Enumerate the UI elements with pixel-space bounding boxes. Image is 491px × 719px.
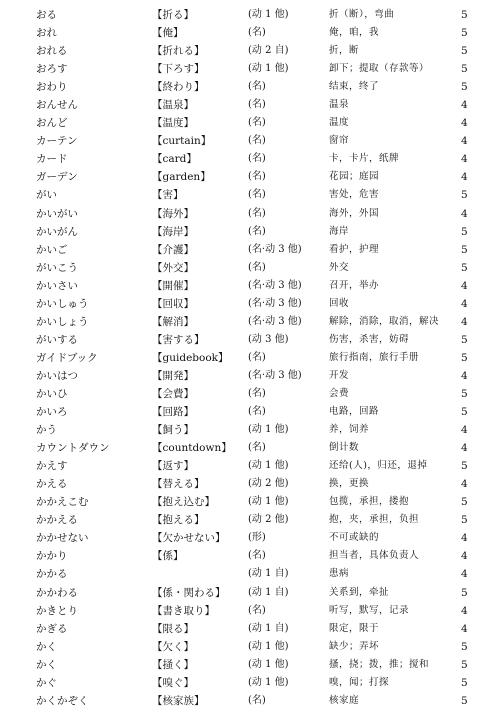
reading-kana: おれる <box>36 45 68 58</box>
kanji-form: 【会費】 <box>152 387 194 400</box>
part-of-speech: (名) <box>248 694 266 706</box>
vocab-entry-row <box>0 385 491 403</box>
chinese-meaning: 养，饲养 <box>329 424 370 436</box>
vocab-entry-row <box>0 493 491 511</box>
part-of-speech: (名) <box>248 81 266 93</box>
reading-kana: かかる <box>36 568 68 581</box>
vocab-entry-row <box>0 6 491 24</box>
jlpt-level: 4 <box>461 532 468 545</box>
kanji-form: 【curtain】 <box>152 135 212 148</box>
vocab-entry-row <box>0 547 491 565</box>
part-of-speech: (名) <box>248 135 266 147</box>
jlpt-level: 4 <box>461 207 468 220</box>
part-of-speech: (名) <box>248 442 266 454</box>
chinese-meaning: 海岸 <box>329 225 350 237</box>
kanji-form: 【回路】 <box>152 406 194 419</box>
reading-kana: かいしょう <box>36 315 89 328</box>
chinese-meaning: 看护，护理 <box>329 243 380 255</box>
jlpt-level: 5 <box>461 9 468 21</box>
reading-kana: かいさい <box>36 279 78 292</box>
reading-kana: おろす <box>36 63 68 76</box>
kanji-form: 【飼う】 <box>152 424 194 437</box>
kanji-form: 【害】 <box>152 189 184 202</box>
vocab-entry-row <box>0 313 491 331</box>
chinese-meaning: 关系到，牵扯 <box>329 586 390 598</box>
jlpt-level: 5 <box>461 640 468 653</box>
jlpt-level: 5 <box>461 333 468 346</box>
reading-kana: かかせない <box>36 532 89 545</box>
part-of-speech: (名) <box>248 99 266 111</box>
chinese-meaning: 温泉 <box>329 99 350 111</box>
chinese-meaning: 开发 <box>329 369 350 381</box>
vocab-entry-row <box>0 168 491 186</box>
jlpt-level: 5 <box>461 676 468 689</box>
part-of-speech: (名) <box>248 406 266 418</box>
jlpt-level: 4 <box>461 297 468 310</box>
jlpt-level: 5 <box>461 694 468 707</box>
chinese-meaning: 患病 <box>329 568 350 580</box>
part-of-speech: (动 1 他) <box>248 9 289 20</box>
part-of-speech: (名) <box>248 27 266 39</box>
kanji-form: 【解消】 <box>152 315 194 328</box>
part-of-speech: (形) <box>248 532 266 544</box>
part-of-speech: (动 1 他) <box>248 460 289 472</box>
vocab-entry-row <box>0 277 491 295</box>
chinese-meaning: 核家庭 <box>329 694 360 706</box>
part-of-speech: (名·动 3 他) <box>248 297 302 309</box>
chinese-meaning: 俺，咱，我 <box>329 27 380 39</box>
kanji-form: 【guidebook】 <box>152 351 229 364</box>
chinese-meaning: 听写，默写，记录 <box>329 604 410 616</box>
jlpt-level: 4 <box>461 117 468 130</box>
jlpt-level: 4 <box>461 568 468 581</box>
reading-kana: カーテン <box>36 135 78 148</box>
vocab-entry-row <box>0 457 491 475</box>
chinese-meaning: 折，断 <box>329 45 360 57</box>
chinese-meaning: 电路，回路 <box>329 406 380 418</box>
reading-kana: ガーデン <box>36 171 78 184</box>
reading-kana: かいひ <box>36 387 68 400</box>
jlpt-level: 5 <box>461 351 468 364</box>
kanji-form: 【折る】 <box>152 9 194 21</box>
kanji-form: 【限る】 <box>152 622 194 635</box>
chinese-meaning: 包揽，承担，搂抱 <box>329 496 410 508</box>
kanji-form: 【介護】 <box>152 243 194 256</box>
vocab-entry-row <box>0 367 491 385</box>
chinese-meaning: 嗅，闻；打探 <box>329 676 390 688</box>
reading-kana: おんせん <box>36 99 78 112</box>
chinese-meaning: 卡，卡片，纸牌 <box>329 153 400 165</box>
vocab-entry-row <box>0 223 491 241</box>
part-of-speech: (名) <box>248 550 266 562</box>
vocab-entry-row <box>0 42 491 60</box>
jlpt-level: 4 <box>461 171 468 184</box>
part-of-speech: (名) <box>248 225 266 237</box>
jlpt-level: 5 <box>461 658 468 671</box>
kanji-form: 【核家族】 <box>152 694 205 707</box>
jlpt-level: 4 <box>461 135 468 148</box>
reading-kana: かえす <box>36 460 68 473</box>
vocab-entry-row <box>0 349 491 367</box>
part-of-speech: (名) <box>248 117 266 129</box>
jlpt-level: 5 <box>461 45 468 58</box>
kanji-form: 【card】 <box>152 153 197 166</box>
part-of-speech: (名) <box>248 387 266 399</box>
kanji-form: 【外交】 <box>152 261 194 274</box>
kanji-form: 【書き取り】 <box>152 604 215 617</box>
part-of-speech: (动 3 他) <box>248 333 289 345</box>
jlpt-level: 4 <box>461 369 468 382</box>
kanji-form: 【海岸】 <box>152 225 194 238</box>
part-of-speech: (动 2 他) <box>248 514 289 526</box>
chinese-meaning: 温度 <box>329 117 350 129</box>
kanji-form: 【折れる】 <box>152 45 205 58</box>
jlpt-level: 4 <box>461 424 468 437</box>
part-of-speech: (名·动 3 他) <box>248 369 302 381</box>
jlpt-level: 4 <box>461 478 468 491</box>
kanji-form: 【返す】 <box>152 460 194 473</box>
part-of-speech: (动 1 他) <box>248 496 289 508</box>
kanji-form: 【下ろす】 <box>152 63 205 76</box>
chinese-meaning: 召开，举办 <box>329 279 380 291</box>
reading-kana: かいしゅう <box>36 297 89 310</box>
jlpt-level: 5 <box>461 243 468 256</box>
chinese-meaning: 解除，消除，取消，解决 <box>329 315 440 327</box>
jlpt-level: 4 <box>461 622 468 635</box>
part-of-speech: (名) <box>248 261 266 273</box>
jlpt-level: 5 <box>461 189 468 202</box>
chinese-meaning: 担当者，具体负责人 <box>329 550 420 562</box>
chinese-meaning: 卸下；提取（存款等） <box>329 63 430 75</box>
reading-kana: かいご <box>36 243 68 256</box>
vocab-entry-row <box>0 620 491 638</box>
reading-kana: ガイドブック <box>36 351 98 364</box>
kanji-form: 【開発】 <box>152 369 194 382</box>
kanji-form: 【掻く】 <box>152 658 194 671</box>
reading-kana: カード <box>36 153 68 166</box>
kanji-form: 【抱え込む】 <box>152 496 215 509</box>
vocab-entry-row <box>0 78 491 96</box>
jlpt-level: 4 <box>461 279 468 292</box>
kanji-form: 【抱える】 <box>152 514 205 527</box>
reading-kana: おんど <box>36 117 68 130</box>
kanji-form: 【係・関わる】 <box>152 586 226 599</box>
vocab-entry-row <box>0 60 491 78</box>
reading-kana: かいはつ <box>36 369 78 382</box>
reading-kana: かいがい <box>36 207 78 220</box>
jlpt-level: 4 <box>461 99 468 112</box>
vocab-entry-row <box>0 584 491 602</box>
kanji-form: 【温度】 <box>152 117 194 130</box>
vocab-entry-row <box>0 656 491 674</box>
vocab-entry-row <box>0 295 491 313</box>
part-of-speech: (名) <box>248 189 266 201</box>
vocab-entry-row <box>0 421 491 439</box>
reading-kana: がいする <box>36 333 78 346</box>
part-of-speech: (名) <box>248 171 266 183</box>
vocab-entry-row <box>0 150 491 168</box>
kanji-form: 【countdown】 <box>152 442 232 455</box>
chinese-meaning: 还给(人)，归还，退掉 <box>329 460 428 472</box>
kanji-form: 【海外】 <box>152 207 194 220</box>
chinese-meaning: 回收 <box>329 297 350 309</box>
jlpt-level: 5 <box>461 586 468 599</box>
jlpt-level: 5 <box>461 261 468 274</box>
part-of-speech: (名) <box>248 351 266 363</box>
vocab-entry-row <box>0 511 491 529</box>
vocab-entry-row <box>0 674 491 692</box>
jlpt-level: 4 <box>461 604 468 617</box>
part-of-speech: (名·动 3 他) <box>248 315 302 327</box>
chinese-meaning: 折（断），弯曲 <box>329 9 395 20</box>
kanji-form: 【係】 <box>152 550 184 563</box>
reading-kana: かく <box>36 640 57 653</box>
kanji-form: 【開催】 <box>152 279 194 292</box>
reading-kana: かえる <box>36 478 68 491</box>
chinese-meaning: 不可或缺的 <box>329 532 380 544</box>
part-of-speech: (动 1 自) <box>248 568 289 580</box>
vocab-entry-row <box>0 529 491 547</box>
kanji-form: 【嗅ぐ】 <box>152 676 194 689</box>
vocab-entry-row <box>0 638 491 656</box>
chinese-meaning: 换，更换 <box>329 478 370 490</box>
chinese-meaning: 旅行指南，旅行手册 <box>329 351 420 363</box>
vocab-entry-row <box>0 132 491 150</box>
reading-kana: かぎる <box>36 622 68 635</box>
part-of-speech: (名·动 3 他) <box>248 243 302 255</box>
part-of-speech: (名) <box>248 207 266 219</box>
chinese-meaning: 伤害，杀害，妨碍 <box>329 333 410 345</box>
vocab-entry-row <box>0 602 491 620</box>
part-of-speech: (名) <box>248 604 266 616</box>
jlpt-level: 5 <box>461 460 468 473</box>
part-of-speech: (动 2 他) <box>248 478 289 490</box>
vocab-entry-row <box>0 403 491 421</box>
kanji-form: 【回収】 <box>152 297 194 310</box>
jlpt-level: 5 <box>461 406 468 419</box>
jlpt-level: 5 <box>461 225 468 238</box>
vocab-entry-row <box>0 114 491 132</box>
vocabulary-list <box>0 6 491 710</box>
reading-kana: おわり <box>36 81 68 94</box>
chinese-meaning: 结束，终了 <box>329 81 380 93</box>
vocab-entry-row <box>0 475 491 493</box>
jlpt-level: 5 <box>461 81 468 94</box>
part-of-speech: (动 1 自) <box>248 622 289 634</box>
reading-kana: かぐ <box>36 676 57 689</box>
part-of-speech: (动 1 他) <box>248 640 289 652</box>
chinese-meaning: 会费 <box>329 387 350 399</box>
chinese-meaning: 害处，危害 <box>329 189 380 201</box>
vocab-entry-row <box>0 186 491 204</box>
kanji-form: 【欠かせない】 <box>152 532 226 545</box>
reading-kana: おれ <box>36 27 57 40</box>
chinese-meaning: 外交 <box>329 261 350 273</box>
jlpt-level: 4 <box>461 550 468 563</box>
vocab-entry-row <box>0 439 491 457</box>
kanji-form: 【garden】 <box>152 171 211 184</box>
reading-kana: がい <box>36 189 57 202</box>
vocab-entry-row <box>0 205 491 223</box>
vocab-entry-row <box>0 259 491 277</box>
kanji-form: 【欠く】 <box>152 640 194 653</box>
reading-kana: かかり <box>36 550 68 563</box>
reading-kana: かいがん <box>36 225 78 238</box>
reading-kana: かう <box>36 424 57 437</box>
jlpt-level: 4 <box>461 153 468 166</box>
vocab-entry-row <box>0 96 491 114</box>
part-of-speech: (名) <box>248 153 266 165</box>
part-of-speech: (动 1 他) <box>248 424 289 436</box>
jlpt-level: 4 <box>461 442 468 455</box>
reading-kana: かかえこむ <box>36 496 89 509</box>
reading-kana: かいろ <box>36 406 68 419</box>
reading-kana: がいこう <box>36 261 78 274</box>
part-of-speech: (动 2 自) <box>248 45 289 57</box>
chinese-meaning: 倒计数 <box>329 442 360 454</box>
jlpt-level: 5 <box>461 27 468 40</box>
reading-kana: おる <box>36 9 57 21</box>
reading-kana: かかわる <box>36 586 78 599</box>
reading-kana: カウントダウン <box>36 442 110 455</box>
vocab-entry-row <box>0 692 491 710</box>
reading-kana: かかえる <box>36 514 78 527</box>
part-of-speech: (动 1 他) <box>248 658 289 670</box>
vocab-entry-row <box>0 565 491 583</box>
part-of-speech: (动 1 他) <box>248 676 289 688</box>
jlpt-level: 5 <box>461 496 468 509</box>
chinese-meaning: 搔，挠；拨，推；搅和 <box>329 658 430 670</box>
reading-kana: かく <box>36 658 57 671</box>
part-of-speech: (名·动 3 他) <box>248 279 302 291</box>
jlpt-level: 5 <box>461 387 468 400</box>
jlpt-level: 4 <box>461 315 468 328</box>
vocab-entry-row <box>0 241 491 259</box>
chinese-meaning: 海外，外国 <box>329 207 380 219</box>
chinese-meaning: 缺少；弄坏 <box>329 640 380 652</box>
reading-kana: かくかぞく <box>36 694 89 707</box>
vocab-entry-row <box>0 331 491 349</box>
kanji-form: 【俺】 <box>152 27 184 40</box>
vocab-entry-row <box>0 24 491 42</box>
chinese-meaning: 限定，限于 <box>329 622 380 634</box>
chinese-meaning: 窗帘 <box>329 135 350 147</box>
reading-kana: かきとり <box>36 604 78 617</box>
jlpt-level: 5 <box>461 514 468 527</box>
part-of-speech: (动 1 自) <box>248 586 289 598</box>
chinese-meaning: 花园；庭园 <box>329 171 380 183</box>
kanji-form: 【終わり】 <box>152 81 205 94</box>
kanji-form: 【害する】 <box>152 333 205 346</box>
jlpt-level: 5 <box>461 63 468 76</box>
chinese-meaning: 抱，夹，承担，负担 <box>329 514 420 526</box>
kanji-form: 【替える】 <box>152 478 205 491</box>
part-of-speech: (动 1 他) <box>248 63 289 75</box>
kanji-form: 【温泉】 <box>152 99 194 112</box>
